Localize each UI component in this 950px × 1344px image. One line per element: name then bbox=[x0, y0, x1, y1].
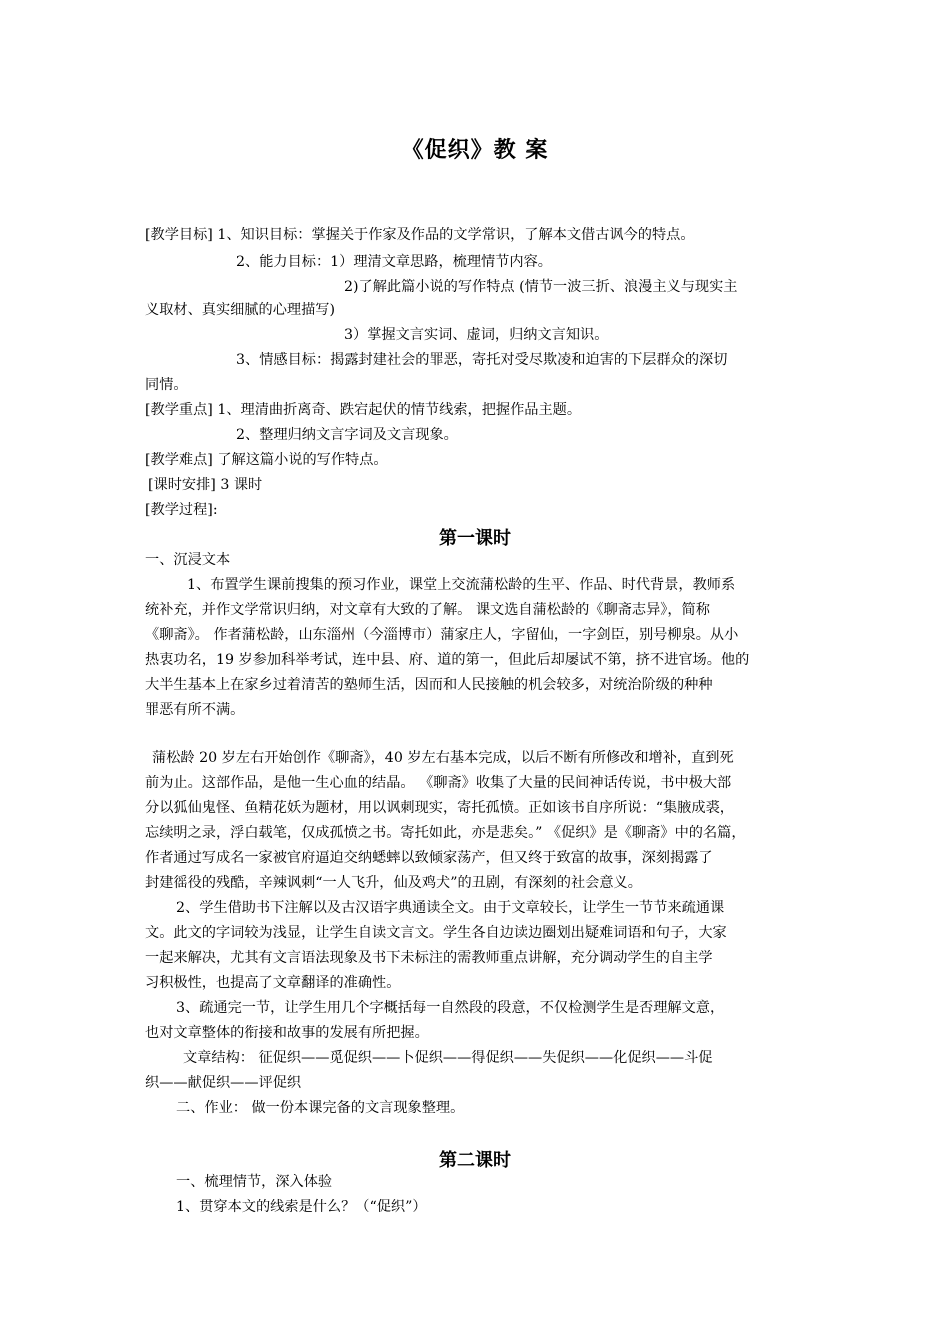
text-line: 2、学生借助书下注解以及古汉语字典通读全文。由于文章较长，让学生一节节来疏通课 bbox=[176, 900, 725, 916]
text-line: 二、作业： 做一份本课完备的文言现象整理。 bbox=[176, 1100, 465, 1116]
section-heading-1: 第一课时 bbox=[439, 528, 511, 549]
text-line: [教学目标] 1、知识目标：掌握关于作家及作品的文学常识，了解本文借古讽今的特点。 bbox=[145, 227, 695, 243]
text-line: 作者通过写成名一家被官府逼迫交纳蟋蟀以致倾家荡产，但又终于致富的故事，深刻揭露了 bbox=[145, 850, 713, 866]
text-line: 忘续明之录，浮白载笔，仅成孤愤之书。寄托如此，亦是悲矣。” 《促织》是《聊斋》中的名篇， bbox=[145, 825, 746, 841]
text-line: 一、沉浸文本 bbox=[145, 552, 231, 568]
text-line: 文。此文的字词较为浅显，让学生自读文言文。学生各自边读边圈划出疑难词语和句子，大家 bbox=[145, 925, 727, 941]
text-line: 2、整理归纳文言字词及文言现象。 bbox=[236, 427, 458, 443]
text-line: 2、能力目标：1）理清文章思路，梳理情节内容。 bbox=[236, 254, 552, 270]
text-line: 文章结构： 征促织——觅促织——卜促织——得促织——失促织——化促织——斗促 bbox=[183, 1050, 713, 1066]
text-line: [课时安排] 3 课时 bbox=[148, 477, 263, 493]
text-line: 同情。 bbox=[145, 377, 188, 393]
text-line: 大半生基本上在家乡过着清苦的塾师生活，因而和人民接触的机会较多，对统治阶级的种种 bbox=[145, 677, 713, 693]
text-line: [教学重点] 1、理清曲折离奇、跌宕起伏的情节线索，把握作品主题。 bbox=[145, 402, 582, 418]
text-line: 封建徭役的残酷，辛辣讽刺“一人飞升，仙及鸡犬”的丑剧，有深刻的社会意义。 bbox=[145, 875, 642, 891]
text-line: 热衷功名，19 岁参加科举考试，连中县、府、道的第一，但此后却屡试不第，挤不进官场。他的 bbox=[145, 652, 750, 668]
text-line: 习积极性，也提高了文章翻译的准确性。 bbox=[145, 975, 401, 991]
text-line: 织——献促织——评促织 bbox=[145, 1075, 302, 1091]
text-line: 3）掌握文言实词、虚词，归纳文言知识。 bbox=[344, 327, 609, 343]
text-line: 分以狐仙鬼怪、鱼精花妖为题材，用以讽刺现实，寄托孤愤。正如该书自序所说：“集腋成裘， bbox=[145, 800, 734, 816]
text-line: 一起来解决，尤其有文言语法现象及书下未标注的需教师重点讲解，充分调动学生的自主学 bbox=[145, 950, 713, 966]
text-line: 一、梳理情节，深入体验 bbox=[176, 1174, 333, 1190]
text-line: [教学过程]: bbox=[145, 502, 218, 518]
text-line: 《聊斋》。 作者蒲松龄，山东淄州（今淄博市）蒲家庄人，字留仙，一字剑臣，别号柳泉。从小 bbox=[145, 627, 739, 643]
text-line: 义取材、真实细腻的心理描写) bbox=[145, 302, 335, 318]
text-line: [教学难点] 了解这篇小说的写作特点。 bbox=[145, 452, 388, 468]
text-line: 统补充，并作文学常识归纳，对文章有大致的了解。 课文选自蒲松龄的《聊斋志异》，简称 bbox=[145, 602, 710, 618]
text-line: 蒲松龄 20 岁左右开始创作《聊斋》，40 岁左右基本完成，以后不断有所修改和增补，直到死 bbox=[152, 750, 734, 766]
document-title: 《促织》教 案 bbox=[401, 138, 549, 163]
text-line: 也对文章整体的衔接和故事的发展有所把握。 bbox=[145, 1025, 429, 1041]
text-line: 3、疏通完一节，让学生用几个字概括每一自然段的段意，不仅检测学生是否理解文意， bbox=[176, 1000, 725, 1016]
text-line: 1、贯穿本文的线索是什么？（“促织”） bbox=[176, 1199, 427, 1215]
text-line: 2)了解此篇小说的写作特点 (情节一波三折、浪漫主义与现实主 bbox=[344, 279, 738, 295]
section-heading-2: 第二课时 bbox=[439, 1150, 511, 1171]
text-line: 1、布置学生课前搜集的预习作业，课堂上交流蒲松龄的生平、作品、时代背景，教师系 bbox=[187, 577, 736, 593]
text-line: 罪恶有所不满。 bbox=[145, 702, 245, 718]
text-line: 前为止。这部作品，是他一生心血的结晶。 《聊斋》收集了大量的民间神话传说，书中极大部 bbox=[145, 775, 732, 791]
text-line: 3、情感目标：揭露封建社会的罪恶，寄托对受尽欺凌和迫害的下层群众的深切 bbox=[236, 352, 728, 368]
